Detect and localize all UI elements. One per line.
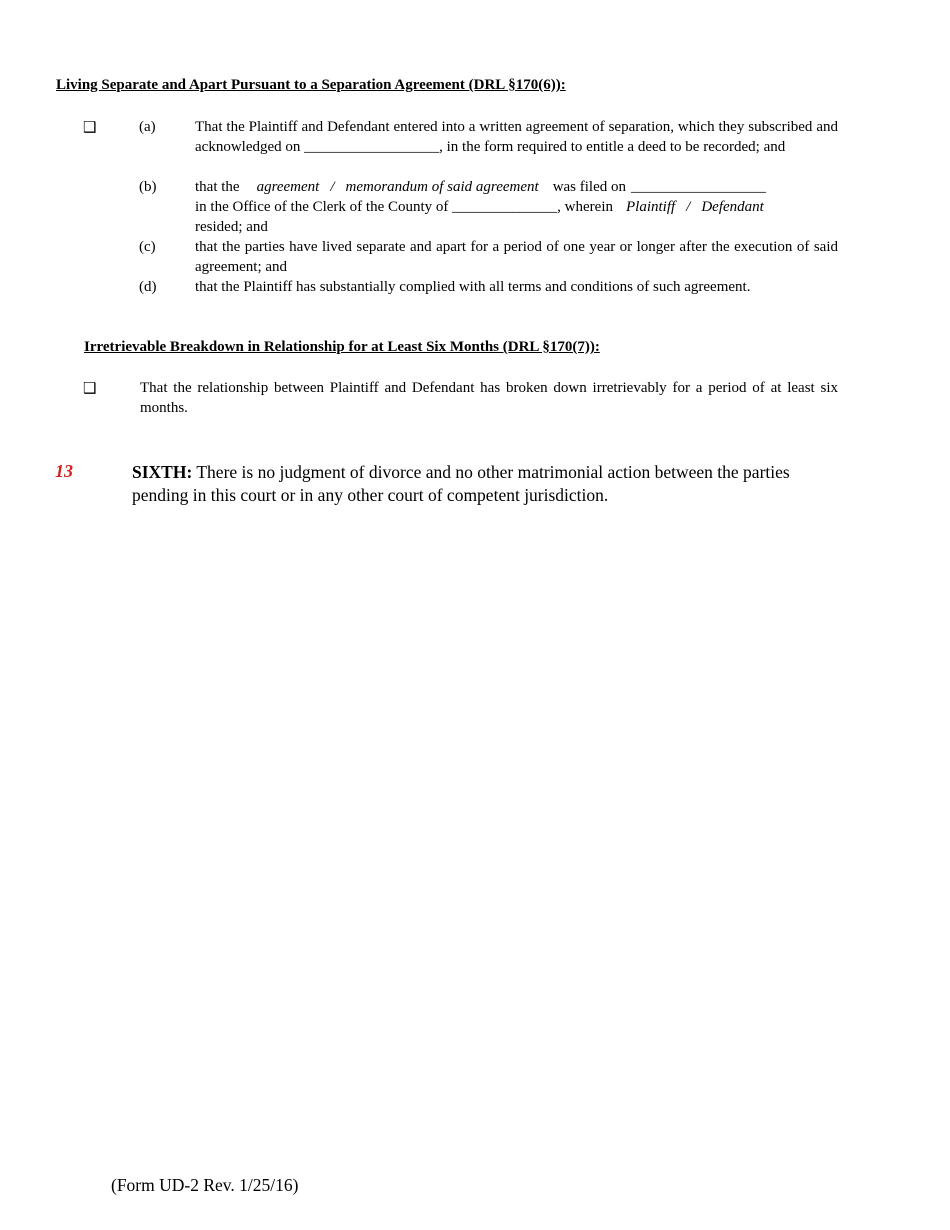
section-heading-irretrievable-breakdown: Irretrievable Breakdown in Relationship for at Least Six Months (DRL §170(7)): — [84, 339, 600, 355]
item-a-text-part2: , in the form required to entitle a deed to be recorded; and — [439, 139, 786, 155]
item-b-pre: that the — [195, 179, 240, 195]
option-agreement[interactable]: agreement — [256, 179, 320, 195]
separation-agreement-checkbox[interactable]: ❑ — [83, 118, 97, 136]
form-footer: (Form UD-2 Rev. 1/25/16) — [111, 1175, 299, 1195]
item-b-line2 — [195, 197, 838, 217]
irretrievable-breakdown-text: That the relationship between Plaintiff and Defendant has broken down irretrievably for a period of at least six months. — [140, 380, 838, 416]
section-heading-separation-agreement: Living Separate and Apart Pursuant to a Separation Agreement (DRL §170(6)): — [56, 77, 566, 93]
item-d-text: that the Plaintiff has substantially complied with all terms and conditions of such agreement. — [195, 279, 751, 295]
item-b-label: (b) — [139, 179, 157, 195]
item-b-line1 — [195, 177, 855, 197]
sixth-text: There is no judgment of divorce and no other matrimonial action between the parties pending in this court or in any other court of competent jurisdiction. — [132, 462, 790, 505]
item-d-label: (d) — [139, 279, 157, 295]
option-slash: / — [330, 179, 335, 195]
item-c-label: (c) — [139, 239, 156, 255]
wherein-text: , wherein — [557, 199, 613, 215]
irretrievable-breakdown-checkbox[interactable]: ❑ — [83, 379, 97, 397]
county-blank[interactable]: ______________ — [452, 199, 558, 215]
filed-on-text: was filed on — [552, 179, 627, 195]
acknowledged-date-blank[interactable]: __________________ — [304, 139, 440, 155]
sixth-paragraph — [132, 461, 837, 507]
option-slash-2: / — [686, 199, 691, 215]
item-a-text — [195, 117, 838, 157]
option-memorandum[interactable]: memorandum of said agreement — [345, 179, 539, 195]
item-b-tail: resided; and — [195, 219, 268, 235]
item-c-text: that the parties have lived separate and apart for a period of one year or longer after the execution of said agreement; and — [195, 239, 838, 275]
filed-date-blank[interactable]: __________________ — [631, 179, 767, 195]
paragraph-number-13: 13 — [55, 461, 73, 481]
item-a-label: (a) — [139, 119, 156, 135]
option-defendant[interactable]: Defendant — [701, 199, 764, 215]
sixth-label: SIXTH: — [132, 462, 193, 482]
county-text: in the Office of the Clerk of the County of — [195, 199, 449, 215]
option-plaintiff[interactable]: Plaintiff — [625, 199, 676, 215]
item-a-text-part1: That the Plaintiff and Defendant entered into a written agreement of separation, which they subscribed and acknowledged on — [195, 119, 838, 155]
